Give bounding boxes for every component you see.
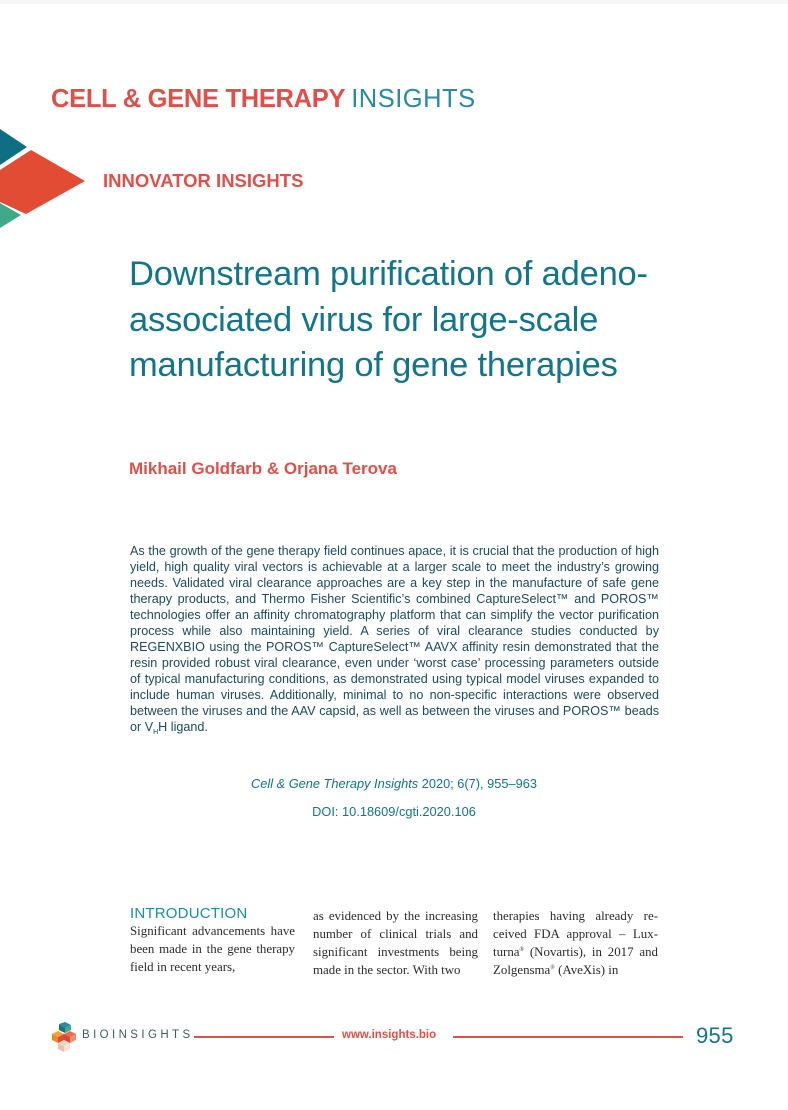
page-footer [0,1020,788,1056]
citation-details: 2020; 6(7), 955–963 [418,776,537,791]
body-column-2 [313,907,478,979]
decorative-diamonds-icon [0,120,90,235]
journal-name-bold: CELL & GENE THERAPY [51,85,346,113]
body-column-3 [493,907,658,979]
website-link[interactable]: www.insights.bio [342,1029,437,1041]
article-abstract [130,543,659,735]
body-text-segment: therapies having already received FDA approval – Luxturna [493,909,658,959]
registered-mark: ® [550,965,555,971]
abstract-text-end: H ligand. [158,720,208,734]
abstract-subscript: H [153,729,159,736]
top-edge-band [0,0,788,4]
section-tag: INNOVATOR INSIGHTS [103,170,304,191]
body-paragraph: Significant advancements have been made in the gene therapy field in recent years, [130,924,295,974]
journal-name-light: INSIGHTS [351,85,476,113]
journal-masthead [51,84,476,114]
article-title: Downstream purification of adeno-associated virus for large-scale manufacturing of gene therapies [129,255,648,384]
registered-mark: ® [519,947,525,953]
page-number: 955 [696,1023,734,1048]
bioinsights-brand: BIOINSIGHTS [82,1029,194,1041]
footer-rule-right [453,1036,683,1038]
body-paragraph [493,907,658,979]
citation-journal: Cell & Gene Therapy Insights [251,776,419,791]
body-columns [130,905,658,985]
bioinsights-logo-icon [50,1022,78,1052]
red-diamond-icon [0,150,85,214]
abstract-text: As the growth of the gene therapy field continues apace, it is crucial that the production of high yield, high quality viral vectors is achievable at a larger scale to meet the industry’s growing needs. Validated viral clearance approaches are a key step in the manufacture of safe gene therapy products, and Thermo Fisher Scientific’s combined CaptureSelect™ and POROS™ technologies offer an affinity chromatography platform that can simplify the vector purification process while also maintaining yield. A series of viral clearance studies conducted by REGENXBIO using the POROS™ CaptureSelect™ AAVX affinity resin demonstrated that the resin provided robust viral clearance, even under ‘worst case’ processing parameters outside of typical manufacturing conditions, as demonstrated using typical model viruses expanded to include human viruses. Additionally, minimal to no non-specific interactions were observed between the viruses and the AAV capsid, as well as between the viruses and POROS™ beads or V [130,544,659,734]
article-doi[interactable]: DOI: 10.18609/cgti.2020.106 [312,804,476,819]
body-paragraph: as evidenced by the increasing number of clinical trials and significant investments being made in the sector. With two [313,909,478,977]
body-column-1 [130,905,295,976]
footer-rule-left [194,1036,334,1038]
body-text-segment: (AveXis) in [554,963,619,977]
introduction-heading: INTRODUCTION [130,905,248,922]
body-text-segment: (Novartis), in 2017 and Zolgensma [493,945,658,977]
article-citation [0,776,788,792]
article-authors: Mikhail Goldfarb & Orjana Terova [129,459,397,478]
